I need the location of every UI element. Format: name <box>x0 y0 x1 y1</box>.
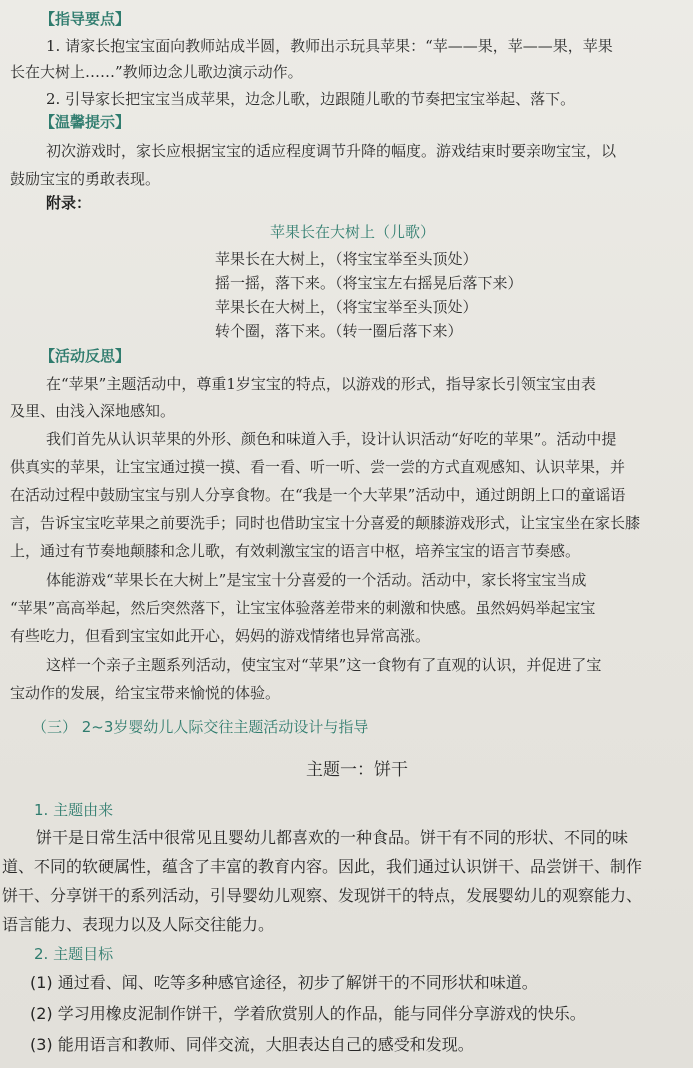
reflection-p4-line1: 这样一个亲子主题系列活动，使宝宝对“苹果”这一食物有了直观的认识，并促进了宝 <box>46 656 602 674</box>
guidance-point-2: 2. 引导家长把宝宝当成苹果，边念儿歌，边跟随儿歌的节奏把宝宝举起、落下。 <box>46 90 576 108</box>
guidance-point-1-cont: 长在大树上……”教师边念儿歌边演示动作。 <box>10 63 303 81</box>
goal-3: (3) 能用语言和教师、同伴交流，大胆表达自己的感受和发现。 <box>30 1035 474 1054</box>
subheading-theme-goals: 2. 主题目标 <box>34 945 114 963</box>
reflection-p4-line2: 宝动作的发展，给宝宝带来愉悦的体验。 <box>10 684 281 702</box>
reflection-p2-line4: 言，告诉宝宝吃苹果之前要洗手；同时也借助宝宝十分喜爱的颠膝游戏形式，让宝宝坐在家长膝 <box>10 514 641 532</box>
guidance-point-1: 1. 请家长抱宝宝面向教师站成半圆，教师出示玩具苹果：“苹——果，苹——果，苹果 <box>46 37 613 55</box>
heading-warm-tips: 【温馨提示】 <box>40 113 131 131</box>
poem-line-4: 转个圈，落下来。（转一圈后落下来） <box>215 322 463 340</box>
reflection-p2-line1: 我们首先从认识苹果的外形、颜色和味道入手，设计认识活动“好吃的苹果”。活动中提 <box>46 430 617 448</box>
appendix-label: 附录： <box>46 194 92 212</box>
origin-line2: 道、不同的软硬属性，蕴含了丰富的教育内容。因此，我们通过认识饼干、品尝饼干、制作 <box>2 857 643 876</box>
reflection-p3-line1: 体能游戏“苹果长在大树上”是宝宝十分喜爱的一个活动。活动中，家长将宝宝当成 <box>46 571 587 589</box>
goal-1: (1) 通过看、闻、吃等多种感官途径，初步了解饼干的不同形状和味道。 <box>30 973 538 992</box>
reflection-p3-line2: “苹果”高高举起，然后突然落下，让宝宝体验落差带来的刺激和快感。虽然妈妈举起宝宝 <box>10 599 596 617</box>
subheading-theme-origin: 1. 主题由来 <box>34 801 114 819</box>
reflection-p2-line5: 上，通过有节奏地颠膝和念儿歌，有效刺激宝宝的语言中枢，培养宝宝的语言节奏感。 <box>10 542 581 560</box>
reflection-p1-line1: 在“苹果”主题活动中，尊重1岁宝宝的特点，以游戏的形式，指导家长引领宝宝由表 <box>46 375 596 393</box>
origin-line4: 语言能力、表现力以及人际交往能力。 <box>2 915 275 934</box>
reflection-p3-line3: 有些吃力，但看到宝宝如此开心，妈妈的游戏情绪也异常高涨。 <box>10 627 431 645</box>
heading-activity-reflection: 【活动反思】 <box>40 347 131 365</box>
poem-line-2: 摇一摇，落下来。（将宝宝左右摇晃后落下来） <box>215 274 523 292</box>
poem-line-1: 苹果长在大树上，（将宝宝举至头顶处） <box>215 250 478 268</box>
goal-2: (2) 学习用橡皮泥制作饼干，学着欣赏别人的作品，能与同伴分享游戏的快乐。 <box>30 1004 586 1023</box>
theme-title: 主题一：饼干 <box>306 760 408 780</box>
section-heading-3: （三） 2~3岁婴幼儿人际交往主题活动设计与指导 <box>32 718 369 736</box>
reflection-p2-line3: 在活动过程中鼓励宝宝与别人分享食物。在“我是一个大苹果”活动中，通过朗朗上口的童谣语 <box>10 486 626 504</box>
origin-line1: 饼干是日常生活中很常见且婴幼儿都喜欢的一种食品。饼干有不同的形状、不同的味 <box>36 828 629 847</box>
reflection-p2-line2: 供真实的苹果，让宝宝通过摸一摸、看一看、听一听、尝一尝的方式直观感知、认识苹果，并 <box>10 458 626 476</box>
reflection-p1-line2: 及里、由浅入深地感知。 <box>10 402 176 420</box>
heading-guidance-points: 【指导要点】 <box>40 10 131 28</box>
warm-tips-text: 初次游戏时，家长应根据宝宝的适应程度调节升降的幅度。游戏结束时要亲吻宝宝，以 <box>46 142 617 160</box>
poem-title: 苹果长在大树上（儿歌） <box>270 223 436 241</box>
origin-line3: 饼干、分享饼干的系列活动，引导婴幼儿观察、发现饼干的特点，发展婴幼儿的观察能力、 <box>2 886 643 905</box>
poem-line-3: 苹果长在大树上，（将宝宝举至头顶处） <box>215 298 478 316</box>
warm-tips-text-cont: 鼓励宝宝的勇敢表现。 <box>10 170 161 188</box>
